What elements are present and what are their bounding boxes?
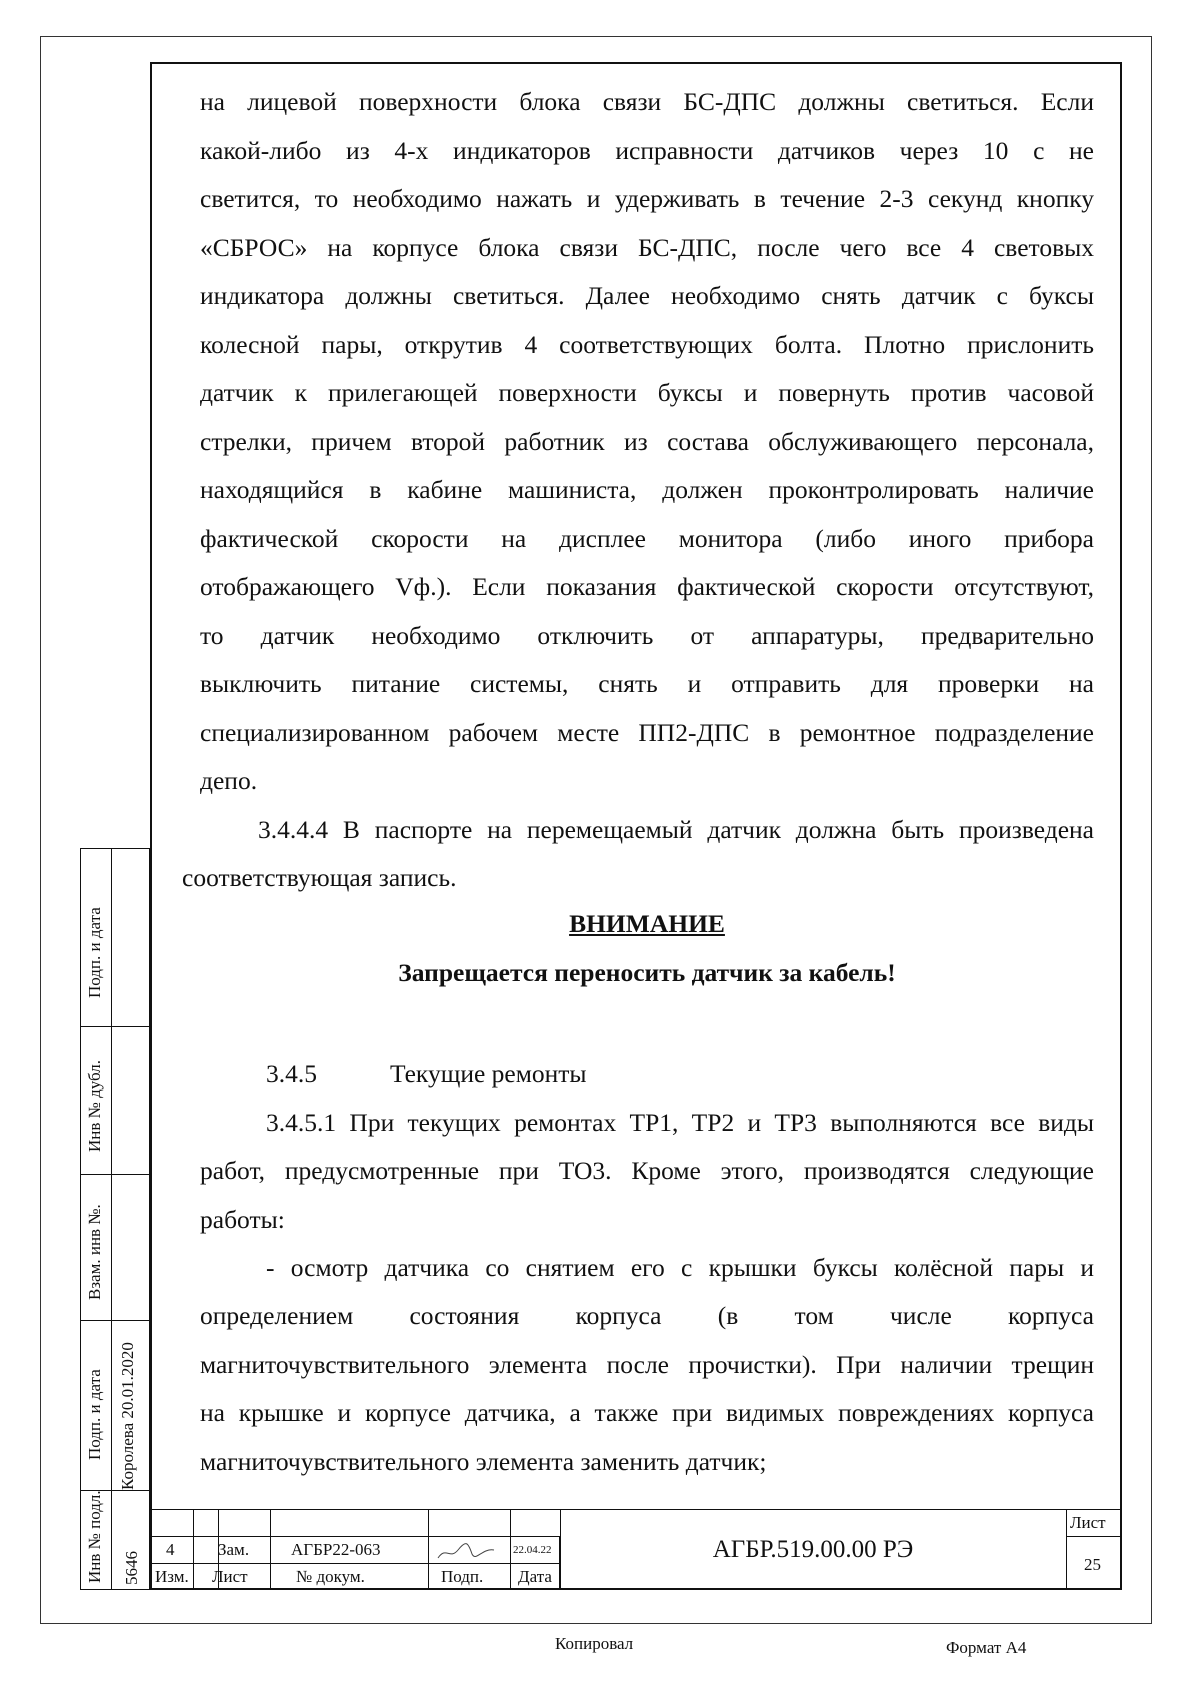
stamp-izm-value: 4 <box>166 1540 175 1559</box>
text-line: отображающего Vф.). Если показания фактической скорости отсутствуют, <box>200 572 1094 601</box>
text-line: 3.4.4.4 В паспорте на перемещаемый датчик должна быть произведена <box>258 815 1094 844</box>
stamp-col-line <box>510 1509 511 1590</box>
text-line: светится, то необходимо нажать и удерживать в течение 2-3 секунд кнопку <box>200 184 1094 213</box>
label-inv-dubl: Инв № дубл. <box>85 1059 104 1152</box>
label-vzam-inv: Взам. инв №. <box>85 1204 104 1300</box>
document-designation: АГБР.519.00.00 РЭ <box>712 1536 914 1563</box>
text-line: выключить питание системы, снять и отправить для проверки на <box>200 669 1094 698</box>
paragraph-2 <box>258 806 1094 855</box>
text-line: стрелки, причем второй работник из состава обслуживающего персонала, <box>200 426 1094 456</box>
side-row-line <box>80 1174 150 1175</box>
text-line: «СБРОС» на корпусе блока связи БС-ДПС, после чего все 4 световых <box>200 232 1094 262</box>
text-line: - осмотр датчика со снятием его с крышки буксы колёсной пары и <box>266 1253 1094 1282</box>
stamp-doc-label: № докум. <box>296 1567 365 1586</box>
stamp-row-line <box>150 1536 560 1537</box>
signature-date: Королева 20.01.2020 <box>118 1342 137 1490</box>
paragraph-2-cont <box>182 854 1076 903</box>
text-line: 3.4.5.1 При текущих ремонтах ТР1, ТР2 и ТР3 выполняются все виды <box>266 1108 1094 1137</box>
stamp-date-value: 22.04.22 <box>513 1544 552 1556</box>
stamp-col-line <box>193 1509 194 1590</box>
paragraph-3-first <box>266 1099 1094 1148</box>
paragraph-3 <box>200 1147 1094 1244</box>
text-line: магниточувствительного элемента заменить датчик; <box>200 1446 767 1476</box>
text-line: соответствующая запись. <box>182 863 457 892</box>
stamp-list-value: Зам. <box>218 1540 250 1559</box>
stamp-col-line <box>270 1509 271 1590</box>
side-row-line <box>80 1026 150 1027</box>
text-line: депо. <box>200 766 258 795</box>
side-row-line <box>80 1320 150 1321</box>
stamp-col-line <box>428 1509 429 1590</box>
text-line: работ, предусмотренные при ТО3. Кроме этого, производятся следующие <box>200 1156 1094 1185</box>
stamp-col-line <box>1066 1509 1067 1590</box>
text-line: работы: <box>200 1204 285 1234</box>
paragraph-4-first <box>266 1244 1094 1293</box>
section-title: Текущие ремонты <box>390 1059 587 1088</box>
stamp-top-line <box>150 1509 1120 1510</box>
stamp-izm-label: Изм. <box>155 1567 189 1586</box>
inv-number: 5646 <box>122 1551 141 1585</box>
stamp-list-label: Лист <box>212 1567 248 1586</box>
stamp-row-line <box>150 1563 560 1564</box>
warning-block <box>200 900 1094 997</box>
text-line: на крышке и корпусе датчика, а также при видимых повреждениях корпуса <box>200 1398 1094 1427</box>
footer-copied: Копировал <box>555 1634 634 1653</box>
signature-scribble <box>434 1538 498 1564</box>
text-line: какой-либо из 4-х индикаторов исправности датчиков через 10 с не <box>200 135 1094 165</box>
stamp-doc-value: АГБР22-063 <box>291 1540 381 1559</box>
stamp-sheet-line <box>1066 1536 1120 1537</box>
label-podp-data-top: Подп. и дата <box>85 907 104 998</box>
section-heading <box>266 1050 666 1099</box>
footer-format: Формат А4 <box>946 1638 1027 1657</box>
warning-title: ВНИМАНИЕ <box>569 909 725 938</box>
text-line: колесной пары, открутив 4 соответствующих болта. Плотно прислонить <box>200 329 1094 359</box>
section-number: 3.4.5 <box>266 1059 317 1088</box>
sheet-label: Лист <box>1070 1513 1106 1532</box>
sheet-number: 25 <box>1084 1555 1101 1574</box>
stamp-date-label: Дата <box>518 1567 552 1586</box>
label-podp-data-bottom: Подп. и дата <box>85 1369 104 1460</box>
text-line: индикатора должны светиться. Далее необходимо снять датчик с буксы <box>200 281 1094 310</box>
text-line: на лицевой поверхности блока связи БС-ДПС должны светиться. Если <box>200 87 1094 116</box>
label-inv-podl: Инв № подл. <box>85 1490 104 1583</box>
paragraph-1 <box>200 78 1094 806</box>
text-line: то датчик необходимо отключить от аппаратуры, предварительно <box>200 620 1094 650</box>
warning-text: Запрещается переносить датчик за кабель! <box>398 957 896 987</box>
text-line: датчик к прилегающей поверхности буксы и повернуть против часовой <box>200 378 1094 407</box>
text-line: специализированном рабочем месте ПП2-ДПС в ремонтное подразделение <box>200 717 1094 747</box>
text-line: находящийся в кабине машиниста, должен проконтролировать наличие <box>200 475 1094 504</box>
text-line: магниточувствительного элемента после прочистки). При наличии трещин <box>200 1349 1094 1379</box>
text-line: определением состояния корпуса (в том числе корпуса <box>200 1301 1094 1330</box>
stamp-podp-label: Подп. <box>441 1567 484 1586</box>
paragraph-4 <box>200 1292 1094 1486</box>
text-line: фактической скорости на дисплее монитора (либо иного прибора <box>200 523 1094 553</box>
side-strip <box>80 848 150 1590</box>
